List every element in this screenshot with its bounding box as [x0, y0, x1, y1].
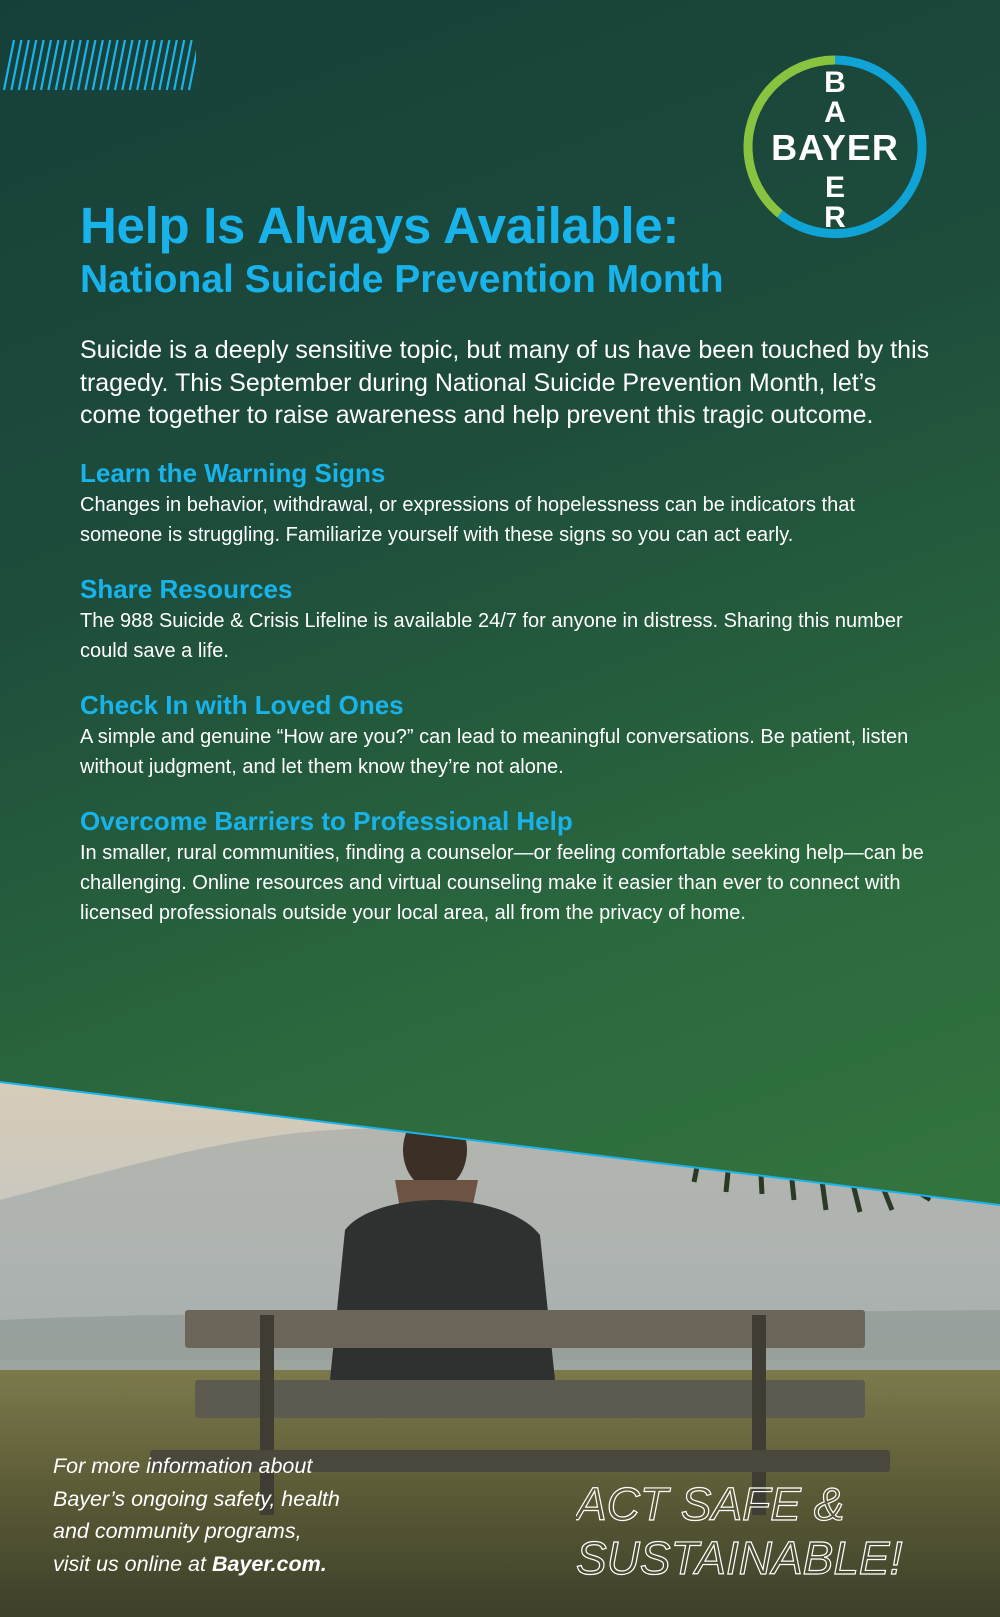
section-body: A simple and genuine “How are you?” can lead to meaningful conversations. Be patient, listen without judgment, and let them know they’re not alone.: [80, 725, 909, 778]
main-content: [80, 196, 960, 950]
tagline-line-1: ACT SAFE &: [576, 1478, 845, 1530]
diagonal-stripes-decoration: [0, 38, 196, 92]
section-check-in: [80, 688, 960, 782]
logo-horizontal-text: BAYER: [771, 127, 899, 168]
section-body: The 988 Suicide & Crisis Lifeline is available 24/7 for anyone in distress. Sharing this number could save a life.: [80, 609, 903, 662]
tagline-line-2: SUSTAINABLE!: [576, 1532, 903, 1578]
footer-line: Bayer’s ongoing safety, health: [53, 1486, 340, 1511]
section-title: Learn the Warning Signs: [80, 457, 386, 488]
act-safe-sustainable-tagline: [576, 1478, 936, 1578]
logo-vertical-top: B A: [824, 66, 846, 129]
bayer-website-link[interactable]: Bayer.com.: [211, 1551, 327, 1576]
section-professional-help: [80, 804, 960, 928]
headline: Help Is Always Available:: [80, 197, 680, 254]
diagonal-divider-line: [0, 1060, 1000, 1220]
intro-paragraph: Suicide is a deeply sensitive topic, but many of us have been touched by this tragedy. This September during National Suicide Prevention Month, let’s come together to raise awareness and help prevent this tragic outcome.: [80, 336, 930, 429]
footer-line: visit us online at Bayer.com.: [53, 1551, 327, 1576]
section-title: Share Resources: [80, 573, 293, 604]
footer-line: and community programs,: [53, 1519, 302, 1543]
section-title: Check In with Loved Ones: [80, 689, 404, 720]
footer-line: For more information about: [53, 1454, 313, 1478]
section-title: Overcome Barriers to Professional Help: [80, 805, 573, 836]
section-share-resources: [80, 572, 960, 666]
section-body: In smaller, rural communities, finding a counselor—or feeling comfortable seeking help—can be challenging. Online resources and virtual counseling make it easier than ever to connect with licensed professionals outside your local area, all from the privacy of home.: [80, 841, 924, 924]
footer-info: [53, 1450, 340, 1580]
section-warning-signs: [80, 456, 960, 550]
section-body: Changes in behavior, withdrawal, or expressions of hopelessness can be indicators that someone is struggling. Familiarize yourself with these signs so you can act early.: [80, 493, 855, 546]
subheadline: National Suicide Prevention Month: [80, 258, 724, 301]
logo-vertical-bottom: E R: [824, 171, 846, 234]
